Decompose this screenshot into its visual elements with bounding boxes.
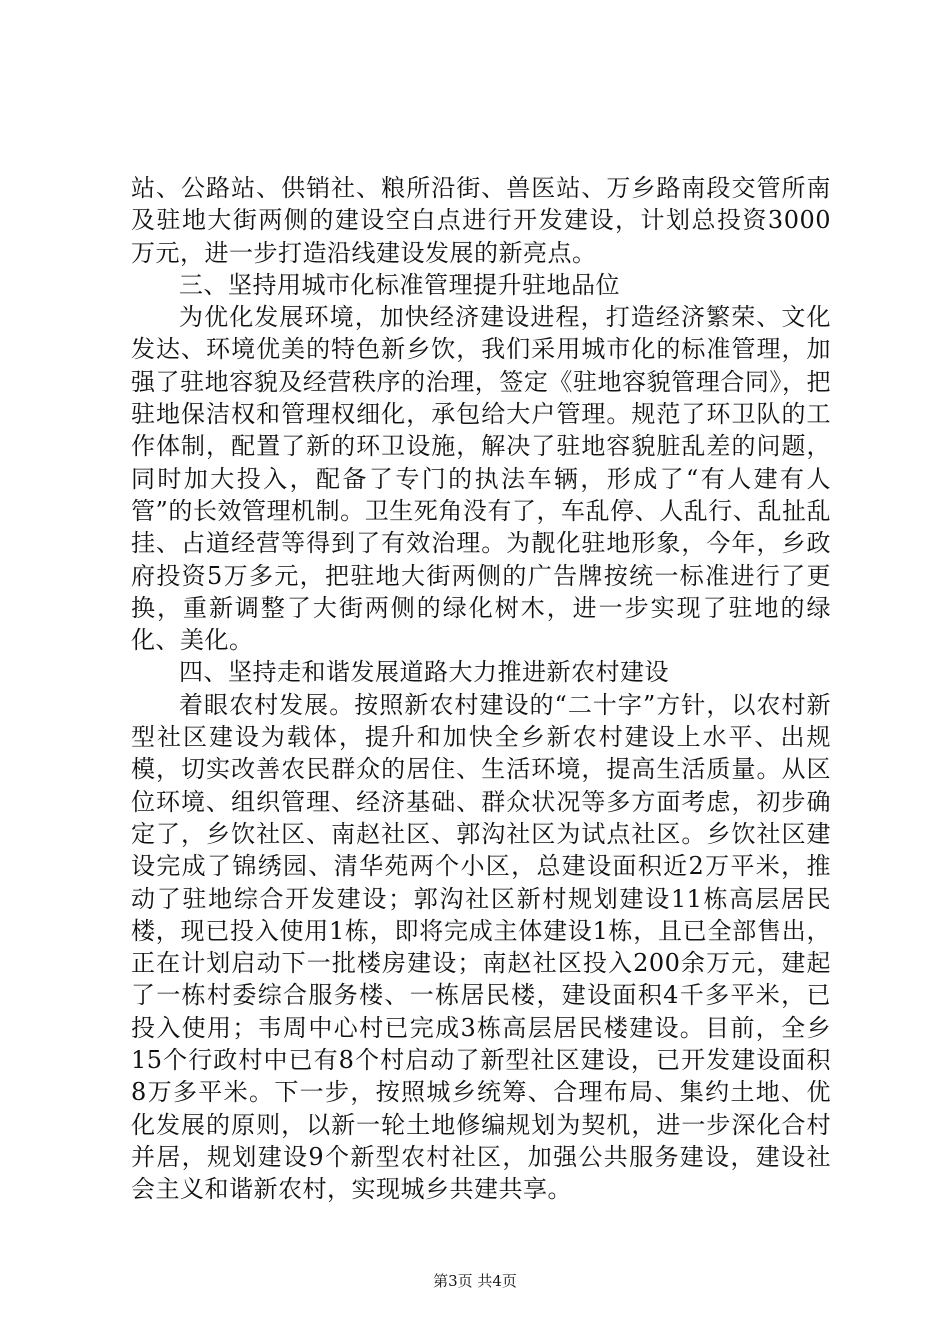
section-heading-4: 四、坚持走和谐发展道路大力推进新农村建设: [179, 658, 669, 687]
paragraph-continuation: 站、公路站、供销社、粮所沿街、兽医站、万乡路南段交管所南及驻地大街两侧的建设空白点进行开发建设，计划总投资3000万元，进一步打造沿线建设发展的新亮点。: [131, 174, 831, 267]
document-body: [131, 172, 831, 1206]
paragraph-section-3: 为优化发展环境，加快经济建设进程，打造经济繁荣、文化发达、环境优美的特色新乡饮，我们采用城市化的标准管理，加强了驻地容貌及经营秩序的治理，签定《驻地容貌管理合同》，把驻地保洁权和管理权细化，承包给大户管理。规范了环卫队的工作体制，配置了新的环卫设施，解决了驻地容貌脏乱差的问题，同时加大投入，配备了专门的执法车辆，形成了“有人建有人管”的长效管理机制。卫生死角没有了，车乱停、人乱行、乱扯乱挂、占道经营等得到了有效治理。为靓化驻地形象，今年，乡政府投资5万多元，把驻地大街两侧的广告牌按统一标准进行了更换，重新调整了大街两侧的绿化树木，进一步实现了驻地的绿化、美化。: [131, 303, 831, 655]
paragraph-section-4: 着眼农村发展。按照新农村建设的“二十字”方针，以农村新型社区建设为载体，提升和加快全乡新农村建设上水平、出规模，切实改善农民群众的居住、生活环境，提高生活质量。从区位环境、组织管理、经济基础、群众状况等多方面考虑，初步确定了，乡饮社区、南赵社区、郭沟社区为试点社区。乡饮社区建设完成了锦绣园、清华苑两个小区，总建设面积近2万平米，推动了驻地综合开发建设；郭沟社区新村规划建设11栋高层居民楼，现已投入使用1栋，即将完成主体建设1栋，且已全部售出，正在计划启动下一批楼房建设；南赵社区投入200余万元，建起了一栋村委综合服务楼、一栋居民楼，建设面积4千多平米，已投入使用；韦周中心村已完成3栋高层居民楼建设。目前，全乡15个行政村中已有8个村启动了新型社区建设，已开发建设面积8万多平米。下一步，按照城乡统筹、合理布局、集约土地、优化发展的原则，以新一轮土地修编规划为契机，进一步深化合村并居，规划建设9个新型农村社区，加强公共服务建设，建设社会主义和谐新农村，实现城乡共建共享。: [131, 690, 831, 1204]
page-number-footer: 第3页 共4页: [433, 1272, 517, 1290]
section-heading-3: 三、坚持用城市化标准管理提升驻地品位: [179, 270, 620, 299]
